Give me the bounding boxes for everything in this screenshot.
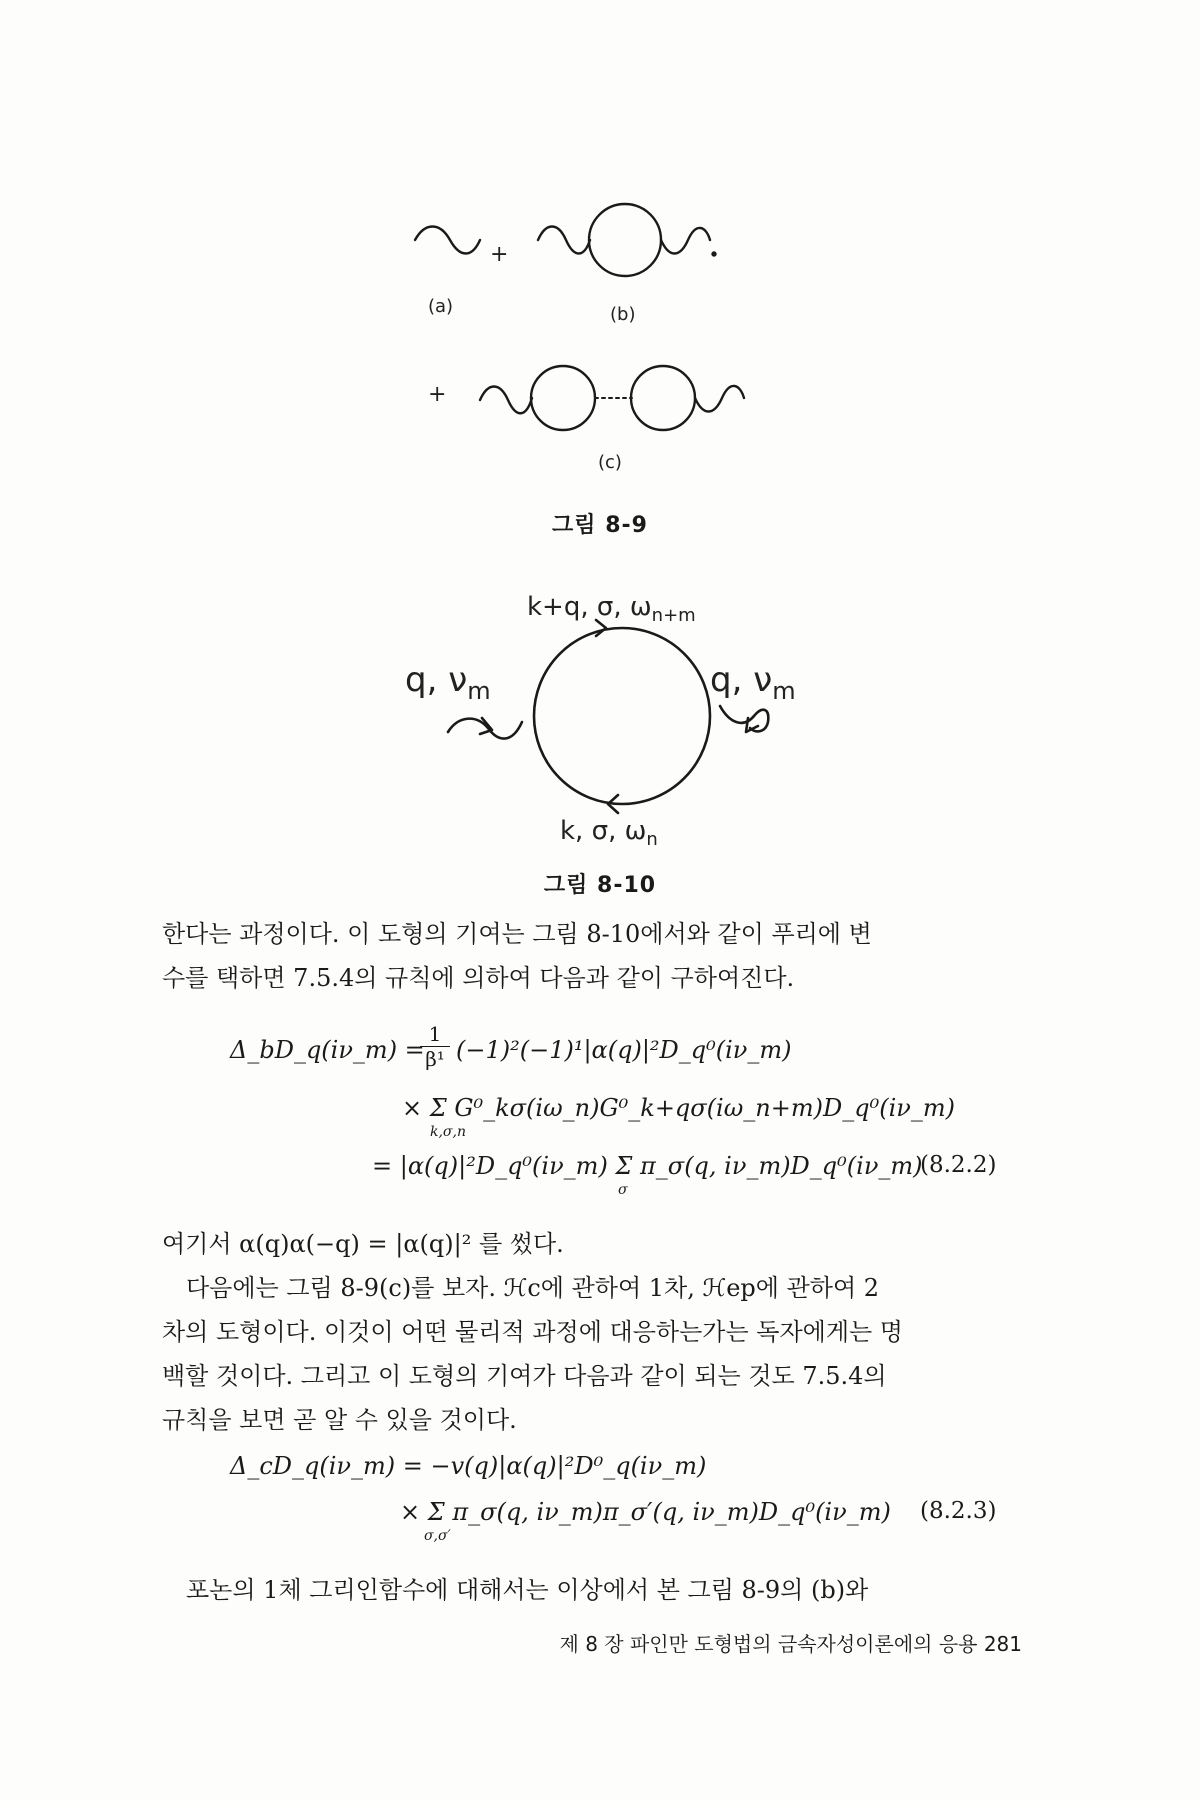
eq-8-2-2-line-2-sub: k,σ,n [430, 1124, 466, 1140]
eq-8-2-2-lhs: Δ_bD_q(iν_m) = [230, 1036, 425, 1064]
label-left [405, 660, 491, 705]
paragraph-3 [162, 1266, 1042, 1442]
eq-8-2-2-number: (8.2.2) [920, 1152, 997, 1178]
eq-8-2-2-line-2: × Σ G⁰_kσ(iω_n)G⁰_k+qσ(iω_n+m)D_q⁰(iν_m) [402, 1094, 955, 1122]
label-top-sub: n+m [651, 605, 696, 627]
eq-8-2-3-number: (8.2.3) [920, 1498, 997, 1524]
paragraph-2-line-1: 여기서 α(q)α(−q) = |α(q)|² 를 썼다. [162, 1230, 564, 1258]
label-bottom-sub: n [646, 829, 658, 851]
paragraph-3-line-2: 차의 도형이다. 이것이 어떤 물리적 과정에 대응하는가는 독자에게는 명 [162, 1318, 903, 1346]
figure-8-10-caption: 그림 8-10 [543, 873, 657, 898]
paragraph-1 [162, 912, 1042, 1000]
label-bottom [560, 816, 658, 850]
page-footer: 제 8 장 파인만 도형법의 금속자성이론에의 응용 281 [559, 1632, 1022, 1656]
electron-loop [534, 628, 710, 804]
figure-8-9-caption: 그림 8-9 [552, 513, 648, 538]
paragraph-1-line-2: 수를 택하면 7.5.4의 규칙에 의하여 다음과 같이 구하여진다. [162, 964, 795, 992]
phonon-arrow-right [746, 718, 758, 732]
phonon-line-right [720, 706, 768, 731]
paragraph-3-line-3: 백할 것이다. 그리고 이 도형의 기여가 다음과 같이 되는 것도 7.5.4의 [162, 1362, 887, 1390]
label-b: (b) [610, 304, 636, 325]
label-right-main: q, ν [710, 660, 773, 700]
label-bottom-main: k, σ, ω [560, 816, 647, 846]
paragraph-3-line-4: 규칙을 보면 곧 알 수 있을 것이다. [162, 1406, 517, 1434]
paragraph-2 [162, 1222, 1042, 1266]
fraction-numerator: 1 [420, 1022, 450, 1047]
eq-8-2-2-line-3: = |α(q)|²D_q⁰(iν_m) Σ π_σ(q, iν_m)D_q⁰(iν_m) [372, 1152, 923, 1180]
paragraph-4-line-1: 포논의 1체 그리인함수에 대해서는 이상에서 본 그림 8-9의 (b)와 [186, 1576, 869, 1604]
fraction-denominator: β¹ [425, 1047, 445, 1071]
label-left-main: q, ν [405, 660, 468, 700]
paragraph-3-line-1: 다음에는 그림 8-9(c)를 보자. ℋc에 관하여 1차, ℋep에 관하여 2 [186, 1274, 880, 1302]
eq-8-2-2-line-3-sub: σ [618, 1182, 628, 1198]
label-right-sub: m [772, 676, 796, 705]
figure-8-10 [0, 0, 1200, 880]
label-left-sub: m [467, 676, 491, 705]
label-a: (a) [428, 296, 454, 317]
plus-sign-2: + [428, 382, 447, 407]
label-c: (c) [598, 452, 622, 473]
eq-8-2-2-line-1: (−1)²(−1)¹|α(q)|²D_q⁰(iν_m) [456, 1036, 792, 1064]
paragraph-4 [162, 1568, 1042, 1612]
eq-8-2-3-line-1: Δ_cD_q(iν_m) = −v(q)|α(q)|²D⁰_q(iν_m) [230, 1452, 707, 1480]
eq-8-2-3-line-2-sub: σ,σ′ [424, 1528, 451, 1544]
paragraph-1-line-1: 한다는 과정이다. 이 도형의 기여는 그림 8-10에서와 같이 푸리에 변 [162, 920, 872, 948]
eq-8-2-3-line-2: × Σ π_σ(q, iν_m)π_σ′(q, iν_m)D_q⁰(iν_m) [400, 1498, 891, 1526]
label-top [527, 592, 696, 626]
plus-sign-1: + [490, 242, 509, 267]
eq-8-2-2-fraction [420, 1022, 450, 1071]
label-top-main: k+q, σ, ω [527, 592, 652, 622]
label-right [710, 660, 796, 705]
